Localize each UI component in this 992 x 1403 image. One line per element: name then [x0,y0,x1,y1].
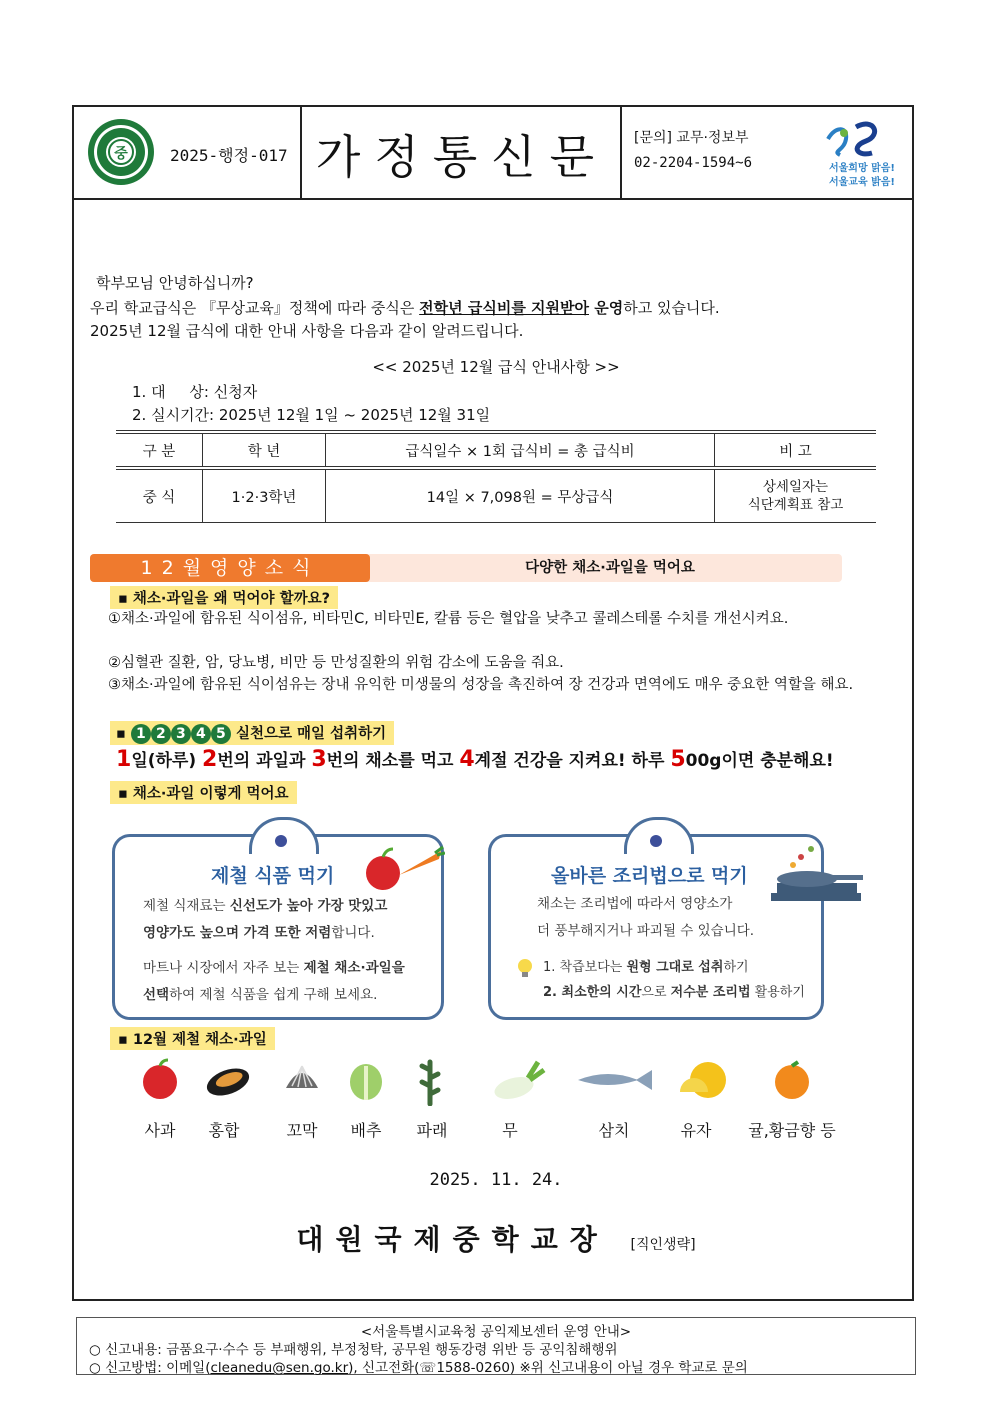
table-header: 학 년 [203,432,326,468]
footer-title: <서울특별시교육청 공익제보센터 운영 안내> [360,1324,632,1340]
spanish-mackerel-icon [574,1058,654,1102]
card-text-part: 하여 제철 식품을 쉽게 구해 보세요. [169,987,378,1003]
table-header: 급식일수 × 1회 급식비 = 총 급식비 [326,432,715,468]
document-number: 2025-행정-017 [170,146,288,165]
emblem-text: 중 [114,146,128,162]
card-text-part: 활용하기 [750,985,805,1000]
header-left [74,107,302,198]
yuja-citron-icon [676,1058,732,1102]
seasonal-food-card [112,834,444,1020]
signature-line [0,1218,992,1258]
food-apple [140,1058,180,1140]
food-cabbage [346,1058,386,1140]
intro-line-2-c: 운영 [589,299,624,317]
slogan-line-2: 서울교육 밝음! [828,177,896,188]
food-cockle [282,1058,322,1140]
table-header-row [116,432,876,468]
practice-number-badges [131,724,231,744]
intro-line-2-d: 하고 있습니다. [623,299,720,317]
food-label: 꼬막 [286,1121,318,1140]
inquiry-dept: [문의] 교무·정보부 [634,130,749,146]
food-label: 유자 [680,1121,712,1140]
food-label: 귤,황금향 등 [748,1121,836,1140]
number-badge: 3 [171,724,191,744]
practice-text: 일(하루) [131,751,203,771]
card-text-part: 채소는 조리법에 따라서 영양소가 [537,896,733,912]
card-title: 제철 식품 먹기 [211,865,335,887]
cooking-method-card [488,834,824,1020]
table-row [116,468,876,523]
frying-pan-icon [771,841,869,911]
cockle-icon [282,1058,322,1102]
card-text-bold: 원형 그대로 섭취 [626,960,724,975]
intro-line-2 [90,297,720,318]
how-heading: ▪ 채소·과일 이렇게 먹어요 [110,781,297,804]
napa-cabbage-icon [346,1058,386,1102]
tangerine-icon [772,1058,812,1102]
season-heading: ▪ 12월 제철 채소·과일 [110,1027,275,1050]
intro-line-2-a: 우리 학교급식은 『무상교육』정책에 따라 중식은 [90,299,420,317]
card-text-part: 제철 식재료는 [143,898,230,914]
table-cell: 14일 × 7,098원 = 무상급식 [326,468,715,523]
food-seaweed [412,1058,448,1140]
greeting: 학부모님 안녕하십니까? [96,274,254,292]
apple-carrot-icon [355,845,445,893]
table-header: 비 고 [715,432,877,468]
card-text-part: 합니다. [331,925,375,941]
reason-1: ①채소·과일에 함유된 식이섬유, 비타민C, 비타민E, 칼륨 등은 혈압을 낮추고 콜레스테롤 수치를 개선시켜요. [108,611,789,627]
food-label: 홍합 [208,1121,240,1140]
footer-line-1: ○ 신고내용: 금품요구·수수 등 부패행위, 부정청탁, 공무원 행동강령 위반 등 공익침해행위 [89,1342,618,1358]
card-text-bold: 선택 [143,987,170,1003]
page-title: 가정통신문 [315,130,609,184]
practice-number: 3 [311,747,327,772]
header [74,107,912,200]
card-text-bold: 저수분 조리법 [670,985,751,1000]
practice-heading-text: 실천으로 매일 섭취하기 [235,726,387,742]
lightbulb-icon [515,957,535,979]
card-text [143,893,405,1009]
seal-note: [직인생략] [630,1237,696,1253]
nutrition-bar-subtitle: 다양한 채소·과일을 먹어요 [525,560,695,576]
slogan-line-1: 서울희망 맑음! [828,163,896,174]
card-text-part: 하기 [723,960,749,975]
food-label: 사과 [144,1121,176,1140]
practice-number: 4 [459,747,475,772]
card-text-part: 2. 최소한의 시간 [543,985,642,1000]
number-badge: 4 [191,724,211,744]
intro-line-3: 2025년 12월 급식에 대한 안내 사항을 다음과 같이 알려드립니다. [90,322,524,340]
radish-icon [490,1058,546,1102]
footer-line-2-a: ○ 신고방법: 이메일( [89,1360,211,1376]
card-text-bold: 영양가도 높으며 가격 또한 저렴 [143,925,332,941]
practice-number: 5 [670,747,686,772]
card-dot [275,835,287,847]
principal-name: 대원국제중학교장 [296,1223,609,1256]
table-cell: 중 식 [116,468,203,523]
nutrition-bar [90,554,842,582]
apple-icon [140,1058,180,1102]
practice-number: 2 [202,747,218,772]
practice-text: 번의 채소를 먹고 [326,751,460,771]
food-label: 무 [502,1121,518,1140]
mussel-icon [204,1058,252,1102]
practice-text: 계절 건강을 지켜요! 하루 [474,751,671,771]
whistleblower-notice [76,1317,916,1375]
meal-table [116,430,876,523]
practice-text: 번의 과일과 [217,751,312,771]
footer-line-2-b: ), 신고전화(☏1588-0260) ※위 신고내용이 아닐 경우 학교로 문의 [348,1360,748,1376]
card-dot [650,835,662,847]
card-text [537,891,754,945]
food-yuja [676,1058,732,1140]
practice-heading: ▪ 1 2 3 4 5 실천으로 매일 섭취하기 [110,721,394,745]
table-header: 구 분 [116,432,203,468]
card-text-bold: 신선도가 높아 가장 맛있고 [229,898,388,914]
number-badge: 2 [151,724,171,744]
nutrition-bar-title: 12월영양소식 [90,554,370,582]
reason-2: ②심혈관 질환, 암, 당뇨병, 비만 등 만성질환의 위험 감소에 도움을 줘요. [108,655,564,671]
practice-sentence [116,746,834,772]
number-badge: 1 [131,724,151,744]
card-title: 올바른 조리법으로 먹기 [551,865,748,887]
inquiry-phone: 02-2204-1594~6 [634,155,753,171]
footer-line-2 [89,1356,748,1376]
notice-item-2: 2. 실시기간: 2025년 12월 1일 ~ 2025년 12월 31일 [132,406,491,424]
notice-item-1: 1. 대 상: 신청자 [132,383,258,401]
food-label: 파래 [416,1121,448,1140]
food-radish [490,1058,546,1140]
food-tangerine [748,1058,836,1140]
seaweed-icon [412,1058,448,1106]
table-cell: 1·2·3학년 [203,468,326,523]
why-heading: ▪ 채소·과일을 왜 먹어야 할까요? [110,586,338,609]
practice-text: 00g이면 충분해요! [685,751,834,771]
header-title-cell [302,107,622,198]
food-mussel [204,1058,252,1140]
issue-date: 2025. 11. 24. [429,1170,563,1190]
number-badge: 5 [211,724,231,744]
school-emblem-icon [86,117,156,187]
card-tips [543,955,805,1005]
card-text-bold: 제철 채소·과일을 [303,960,405,976]
intro-line-2-b: 전학년 급식비를 지원받아 [419,299,589,317]
card-text-part: 으로 [641,985,671,1000]
notice-heading: << 2025년 12월 급식 안내사항 >> [372,358,620,376]
food-label: 삼치 [598,1121,630,1140]
header-right [622,107,912,198]
table-cell: 상세일자는 식단계획표 참고 [715,468,877,523]
card-text-part: 더 풍부해지거나 파괴될 수 있습니다. [537,923,755,939]
card-text-part: 마트나 시장에서 자주 보는 [143,960,304,976]
report-email-link[interactable]: cleanedu@sen.go.kr [210,1360,349,1376]
food-label: 배추 [350,1121,382,1140]
practice-number: 1 [116,747,132,772]
food-mackerel [574,1058,654,1140]
reason-3: ③채소·과일에 함유된 식이섬유는 장내 유익한 미생물의 성장을 촉진하여 장 건강과 면역에도 매우 중요한 역할을 해요. [108,677,854,693]
card-text-part: 1. 착즙보다는 [543,960,627,975]
seoul-education-logo-icon [818,117,902,189]
